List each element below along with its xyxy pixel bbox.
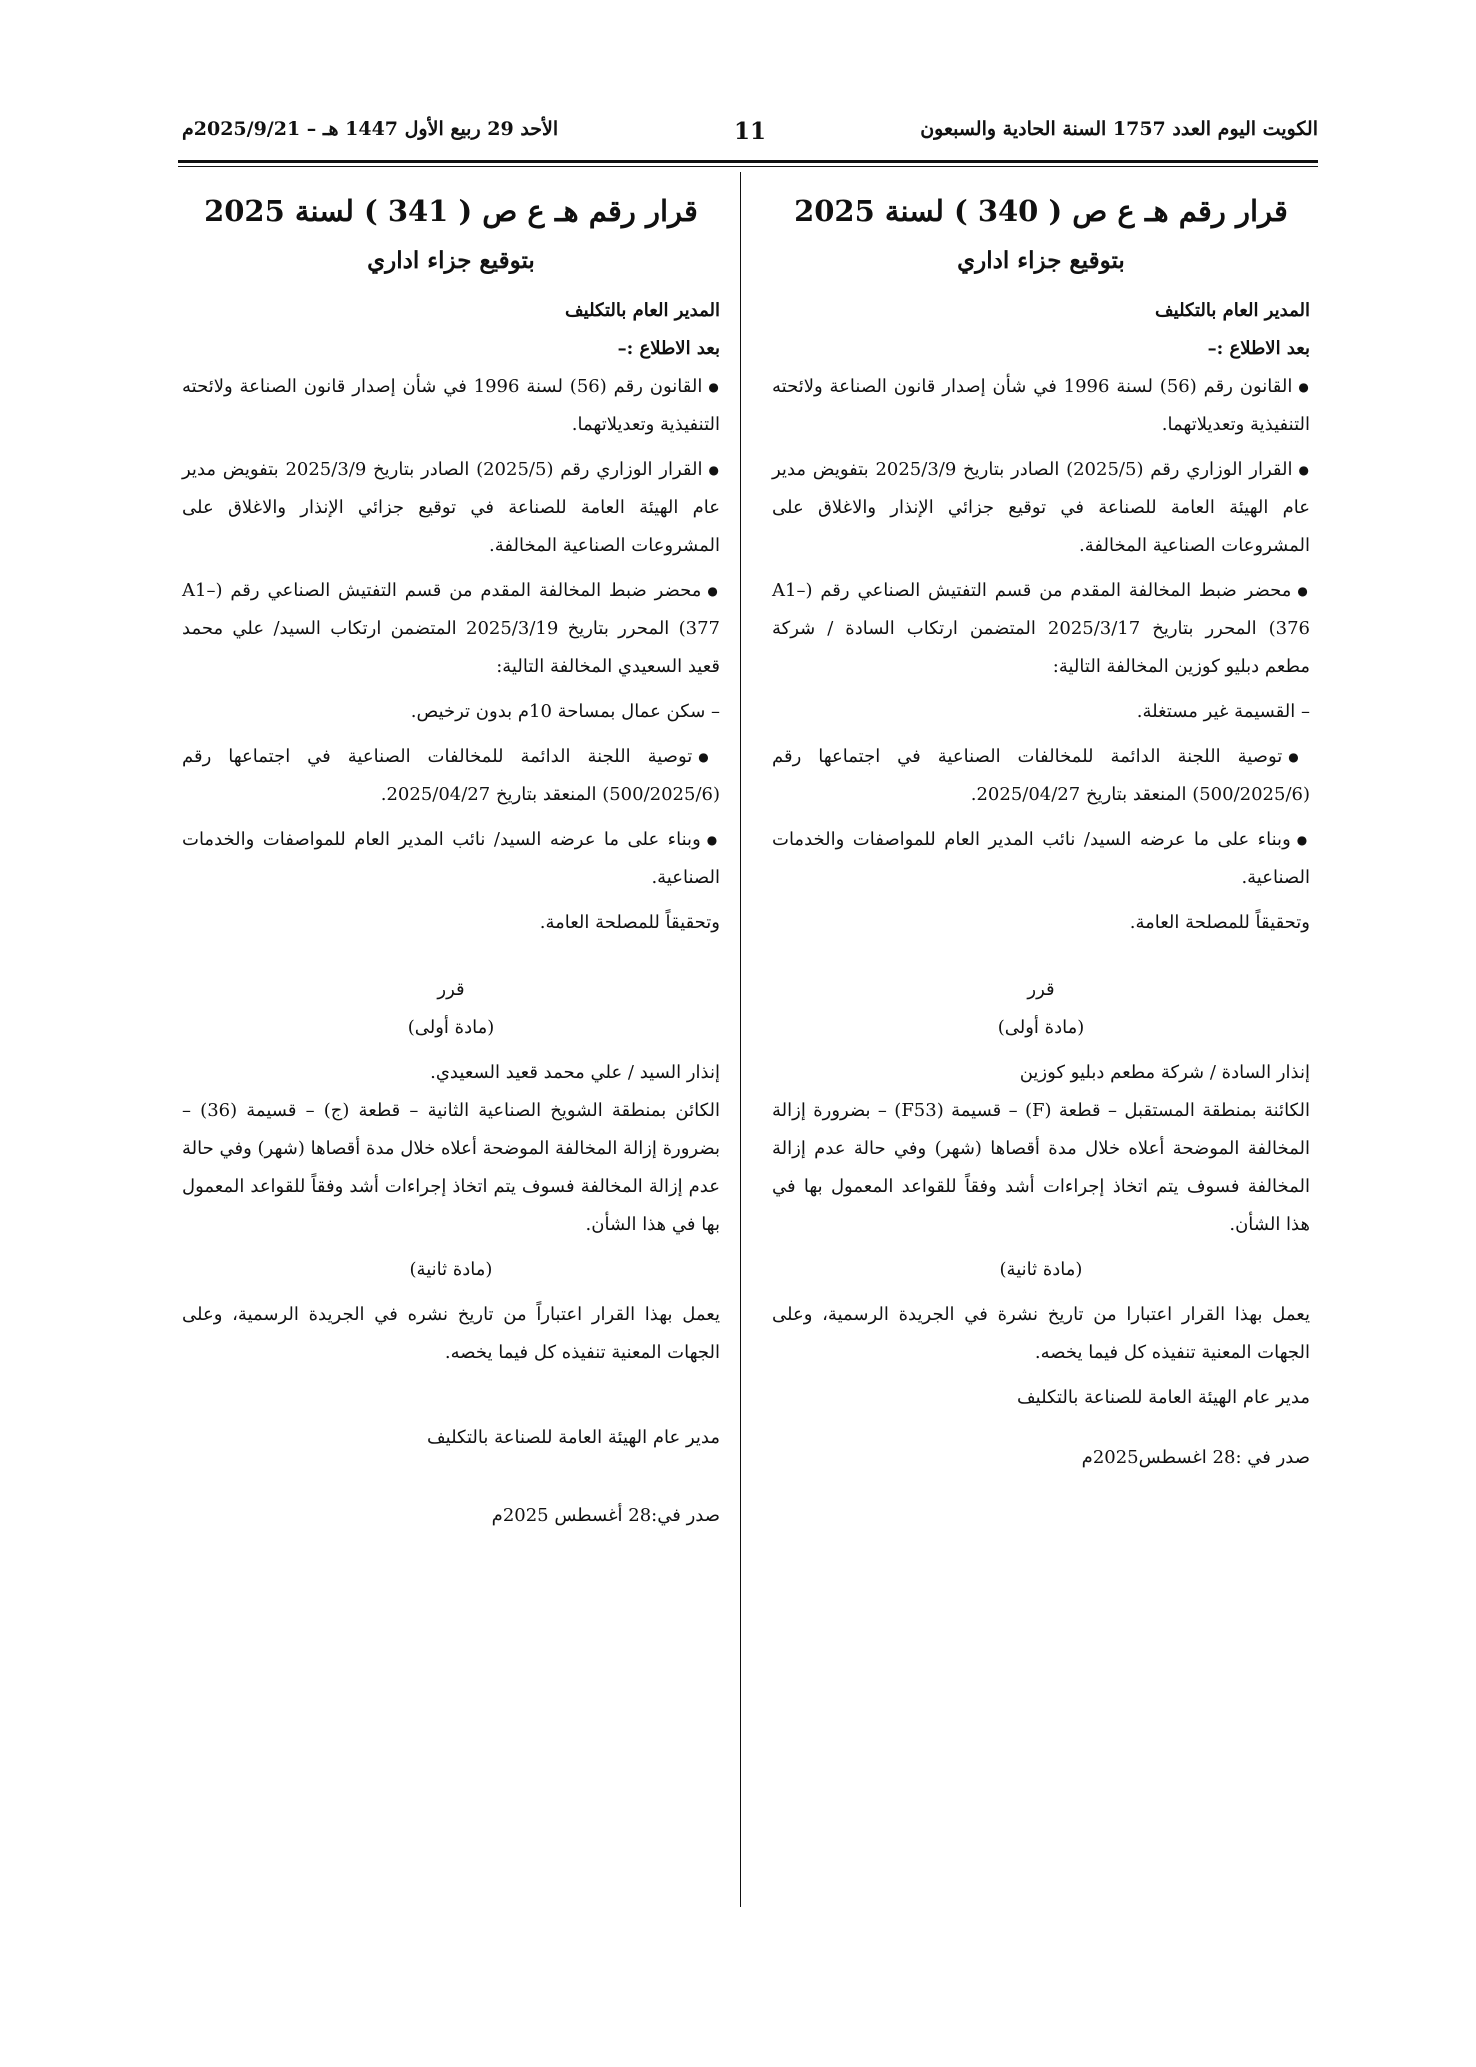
issued-date: صدر في:28 أغسطس 2025م — [491, 1505, 720, 1526]
after-review: بعد الاطلاع :– — [1207, 338, 1310, 359]
article-2-heading: (مادة ثانية) — [999, 1259, 1083, 1280]
decision-341-column — [182, 182, 720, 1535]
article-2-heading: (مادة ثانية) — [409, 1259, 493, 1280]
bullet-item: ● القرار الوزاري رقم (2025/5) الصادر بتاريخ 2025/3/9 بتفويض مدير عام الهيئة العامة للصناعة في توقيع جزائي الإنذار والاغلاق على المشروعات الصناعية المخالفة. — [772, 451, 1310, 565]
bullet-item: ● توصية اللجنة الدائمة للمخالفات الصناعية في اجتماعها رقم (500/2025/6) المنعقد بتاريخ 2025/04/27. — [182, 738, 720, 814]
decision-340-column — [772, 182, 1310, 1477]
violation: – سكن عمال بمساحة 10م بدون ترخيص. — [410, 701, 720, 722]
decision-subtitle: بتوقيع جزاء اداري — [367, 247, 535, 274]
after-review: بعد الاطلاع :– — [617, 338, 720, 359]
public-interest: وتحقيقاً للمصلحة العامة. — [1129, 912, 1310, 933]
decision-title: قرار رقم هـ ع ص ( 341 ) لسنة 2025 — [204, 194, 698, 228]
signature: مدير عام الهيئة العامة للصناعة بالتكليف — [1017, 1387, 1310, 1408]
warning-body: الكائنة بمنطقة المستقبل – قطعة (F) – قسيمة (F53) – بضرورة إزالة المخالفة الموضحة أعلاه خلال مدة أقصاها (شهر) وفي حالة عدم إزالة المخالفة فسوف يتم اتخاذ إجراءات أشد وفقاً للقواعد المعمول بها في هذا الشأن. — [772, 1100, 1310, 1235]
issuer: المدير العام بالتكليف — [565, 300, 720, 321]
violation: – القسيمة غير مستغلة. — [1136, 701, 1310, 722]
gazette-issue: الكويت اليوم العدد 1757 السنة الحادية والسبعون — [920, 118, 1318, 140]
issued-date: صدر في :28 اغسطس2025م — [1081, 1447, 1310, 1468]
bullet-item: ● محضر ضبط المخالفة المقدم من قسم التفتيش الصناعي رقم (A1–376) المحرر بتاريخ 2025/3/17 المتضمن ارتكاب السادة / شركة مطعم دبليو كوزين المخالفة التالية: — [772, 572, 1310, 686]
warning-line: إنذار السيد / علي محمد قعيد السعيدي. — [430, 1062, 720, 1083]
signature: مدير عام الهيئة العامة للصناعة بالتكليف — [427, 1427, 720, 1448]
bullet-item: ● القرار الوزاري رقم (2025/5) الصادر بتاريخ 2025/3/9 بتفويض مدير عام الهيئة العامة للصناعة في توقيع جزائي الإنذار والاغلاق على المشروعات الصناعية المخالفة. — [182, 451, 720, 565]
decided-heading: قرر — [1027, 979, 1055, 1000]
decision-subtitle: بتوقيع جزاء اداري — [957, 247, 1125, 274]
page-number: 11 — [733, 118, 767, 145]
bullet-item: ● القانون رقم (56) لسنة 1996 في شأن إصدار قانون الصناعة ولائحته التنفيذية وتعديلاتهما. — [772, 368, 1310, 444]
article-1-heading: (مادة أولى) — [997, 1017, 1085, 1038]
article-2-body: يعمل بهذا القرار اعتبارا من تاريخ نشرة في الجريدة الرسمية، وعلى الجهات المعنية تنفيذه كل فيما يخصه. — [772, 1304, 1310, 1363]
decided-heading: قرر — [437, 979, 465, 1000]
header-rule-thin — [178, 166, 1318, 167]
bullet-item: ● وبناء على ما عرضه السيد/ نائب المدير العام للمواصفات والخدمات الصناعية. — [182, 821, 720, 897]
warning-line: إنذار السادة / شركة مطعم دبليو كوزين — [1019, 1062, 1310, 1083]
bullet-item: ● محضر ضبط المخالفة المقدم من قسم التفتيش الصناعي رقم (A1–377) المحرر بتاريخ 2025/3/19 المتضمن ارتكاب السيد/ علي محمد قعيد السعيدي المخالفة التالية: — [182, 572, 720, 686]
decision-title: قرار رقم هـ ع ص ( 340 ) لسنة 2025 — [794, 194, 1288, 228]
page-header — [182, 118, 1318, 152]
article-2-body: يعمل بهذا القرار اعتباراً من تاريخ نشره في الجريدة الرسمية، وعلى الجهات المعنية تنفيذه كل فيما يخصه. — [182, 1304, 720, 1363]
warning-body: الكائن بمنطقة الشويخ الصناعية الثانية – قطعة (ج) – قسيمة (36) – بضرورة إزالة المخالفة الموضحة أعلاه خلال مدة أقصاها (شهر) وفي حالة عدم إزالة المخالفة فسوف يتم اتخاذ إجراءات أشد وفقاً للقواعد المعمول بها في هذا الشأن. — [182, 1100, 721, 1235]
bullet-item: ● وبناء على ما عرضه السيد/ نائب المدير العام للمواصفات والخدمات الصناعية. — [772, 821, 1310, 897]
bullet-item: ● توصية اللجنة الدائمة للمخالفات الصناعية في اجتماعها رقم (500/2025/6) المنعقد بتاريخ 2025/04/27. — [772, 738, 1310, 814]
header-rule-thick — [178, 160, 1318, 163]
public-interest: وتحقيقاً للمصلحة العامة. — [539, 912, 720, 933]
bullet-item: ● القانون رقم (56) لسنة 1996 في شأن إصدار قانون الصناعة ولائحته التنفيذية وتعديلاتهما. — [182, 368, 720, 444]
issuer: المدير العام بالتكليف — [1155, 300, 1310, 321]
issue-date: الأحد 29 ربيع الأول 1447 هـ – 2025/9/21م — [182, 118, 559, 140]
column-divider — [740, 172, 741, 1907]
article-1-heading: (مادة أولى) — [407, 1017, 495, 1038]
